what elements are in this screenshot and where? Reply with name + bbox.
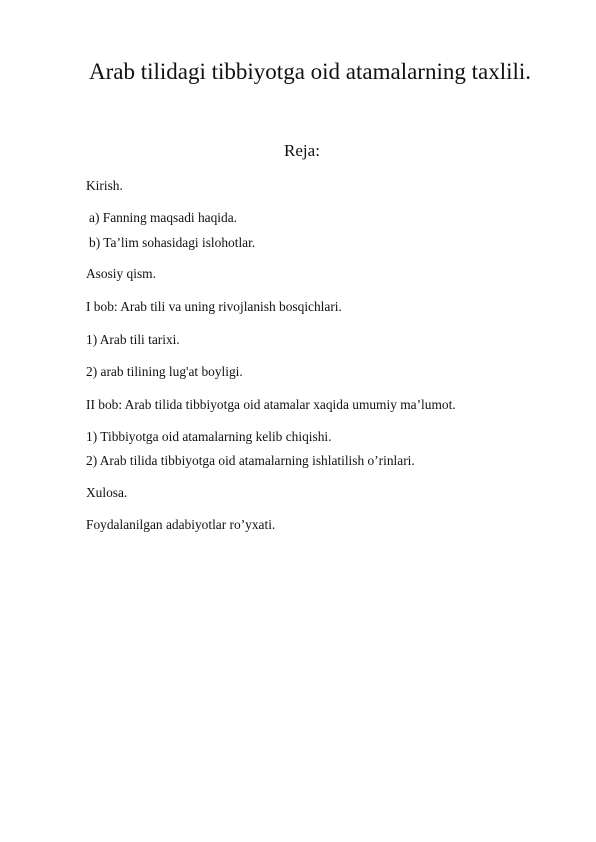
plan-item-conclusion: Xulosa. <box>86 485 128 500</box>
plan-subitem-1-1: 1) Arab tili tarixi. <box>86 332 180 347</box>
plan-subitem-2-1: 1) Tibbiyotga oid atamalarning kelib chiqishi. <box>86 429 332 444</box>
plan-subitem-b: b) Ta’lim sohasidagi islohotlar. <box>89 235 256 250</box>
plan-item-chapter-2: II bob: Arab tilida tibbiyotga oid atamalar xaqida umumiy ma’lumot. <box>86 397 456 412</box>
plan-item-chapter-1: I bob: Arab tili va uning rivojlanish bosqichlari. <box>86 299 342 314</box>
plan-heading-text: Reja: <box>284 141 320 160</box>
plan-heading <box>0 140 596 162</box>
plan-item-main-part: Asosiy qism. <box>86 266 156 281</box>
plan-subitem-a: a) Fanning maqsadi haqida. <box>89 210 238 225</box>
plan-item-introduction: Kirish. <box>86 178 123 193</box>
document-title: Arab tilidagi tibbiyotga oid atamalarning taxlili. <box>89 59 532 84</box>
plan-subitem-2-2: 2) Arab tilida tibbiyotga oid atamalarning ishlatilish o’rinlari. <box>86 453 415 468</box>
plan-item-references: Foydalanilgan adabiyotlar ro’yxati. <box>86 517 276 532</box>
plan-subitem-1-2: 2) arab tilining lug'at boyligi. <box>86 364 243 379</box>
